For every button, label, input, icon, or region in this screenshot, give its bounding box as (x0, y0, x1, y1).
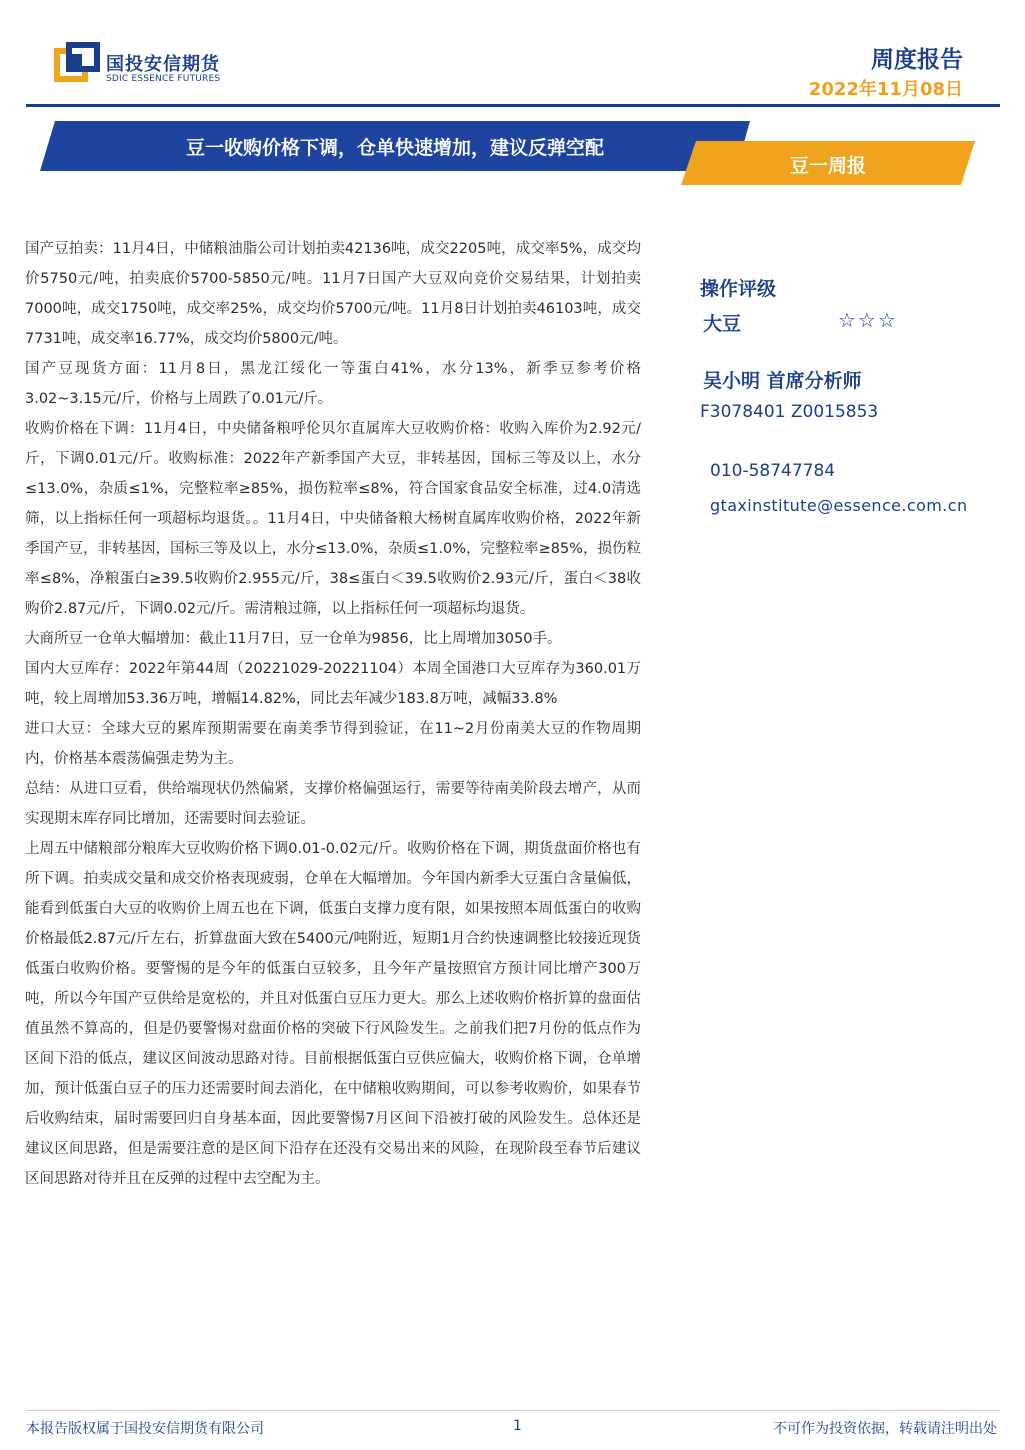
paragraph: 大商所豆一仓单大幅增加：截止11月7日，豆一仓单为9856，比上周增加3050手。 (25, 631, 562, 647)
report-type: 周度报告 (871, 47, 963, 73)
paragraph: 收购价格在下调：11月4日，中央储备粮呼伦贝尔直属库大豆收购价格：收购入库价为2.92元/斤，下调0.01元/斤。收购标准：2022年产新季国产大豆，非转基因，国标三等及以上，水分≤13.0%，杂质≤1%，完整粒率≥85%，损伤粒率≤8%，符合国家食品安全标准，过4.0清选筛，以上指标任何一项超标均退货。。11月4日，中央储备粮大杨树直属库收购价格，2022年新季国产豆，非转基因，国标三等及以上，水分≤13.0%，杂质≤1.0%，完整粒率≥85%，损伤粒率≤8%，净粮蛋白≥39.5收购价2.955元/斤，38≤蛋白＜39.5收购价2.93元/斤，蛋白＜38收购价2.87元/斤，下调0.02元/斤。需清粮过筛，以上指标任何一项超标均退货。 (25, 421, 641, 617)
copyright-notice: 本报告版权属于国投安信期货有限公司 (26, 1421, 264, 1437)
report-title: 豆一收购价格下调，仓单快速增加，建议反弹空配 (185, 137, 604, 159)
disclaimer: 不可作为投资依据，转载请注明出处 (773, 1421, 997, 1437)
page-number: 1 (513, 1418, 522, 1434)
paragraph: 进口大豆：全球大豆的累库预期需要在南美季节得到验证，在11~2月份南美大豆的作物周期内，价格基本震荡偏强走势为主。 (25, 721, 641, 767)
company-name-en: SDIC ESSENCE FUTURES (106, 74, 221, 84)
company-logo-icon (54, 42, 100, 84)
rating-commodity: 大豆 (703, 313, 742, 335)
analyst-name: 吴小明 首席分析师 (703, 370, 862, 392)
header-divider (26, 104, 1000, 107)
paragraph: 总结：从进口豆看，供给端现状仍然偏紧，支撑价格偏强运行，需要等待南美阶段去增产，从而实现期末库存同比增加，还需要时间去验证。 (25, 781, 641, 827)
report-body (25, 234, 641, 1194)
paragraph: 国产豆现货方面：11月8日，黑龙江绥化一等蛋白41%，水分13%，新季豆参考价格3.02~3.15元/斤，价格与上周跌了0.01元/斤。 (25, 361, 641, 407)
company-name-cn: 国投安信期货 (106, 54, 220, 75)
footer-divider (26, 1410, 1000, 1411)
analyst-license: F3078401 Z0015853 (700, 402, 879, 422)
paragraph: 国产豆拍卖：11月4日，中储粮油脂公司计划拍卖42136吨，成交2205吨，成交率5%，成交均价5750元/吨，拍卖底价5700-5850元/吨。11月7日国产大豆双向竞价交易结果，计划拍卖7000吨，成交1750吨，成交率25%，成交均价5700元/吨。11月8日计划拍卖46103吨，成交7731吨，成交率16.77%，成交均价5800元/吨。 (25, 241, 641, 347)
analyst-phone: 010-58747784 (710, 461, 836, 481)
report-category: 豆一周报 (789, 155, 866, 177)
paragraph: 上周五中储粮部分粮库大豆收购价格下调0.01-0.02元/斤。收购价格在下调，期货盘面价格也有所下调。拍卖成交量和成交价格表现疲弱，仓单在大幅增加。今年国内新季大豆蛋白含量偏低，能看到低蛋白大豆的收购价上周五也在下调，低蛋白支撑力度有限，如果按照本周低蛋白的收购价格最低2.87元/斤左右，折算盘面大致在5400元/吨附近，短期1月合约快速调整比较接近现货低蛋白收购价格。要警惕的是今年的低蛋白豆较多，且今年产量按照官方预计同比增产300万吨，所以今年国产豆供给是宽松的，并且对低蛋白豆压力更大。那么上述收购价格折算的盘面估值虽然不算高的，但是仍要警惕对盘面价格的突破下行风险发生。之前我们把7月份的低点作为区间下沿的低点，建议区间波动思路对待。目前根据低蛋白豆供应偏大，收购价格下调，仓单增加，预计低蛋白豆子的压力还需要时间去消化，在中储粮收购期间，可以参考收购价，如果春节后收购结束，届时需要回归自身基本面，因此要警惕7月区间下沿被打破的风险发生。总体还是建议区间思路，但是需要注意的是区间下沿存在还没有交易出来的风险，在现阶段至春节后建议区间思路对待并且在反弹的过程中去空配为主。 (25, 841, 641, 1187)
rating-heading: 操作评级 (700, 278, 777, 300)
analyst-email[interactable]: gtaxinstitute@essence.com.cn (710, 496, 968, 515)
report-date: 2022年11月08日 (808, 79, 963, 100)
rating-stars-icon: ☆☆☆ (838, 308, 898, 332)
paragraph: 国内大豆库存：2022年第44周（20221029-20221104）本周全国港口大豆库存为360.01万吨，较上周增加53.36万吨，增幅14.82%，同比去年减少183.8万吨，减幅33.8% (25, 661, 641, 707)
